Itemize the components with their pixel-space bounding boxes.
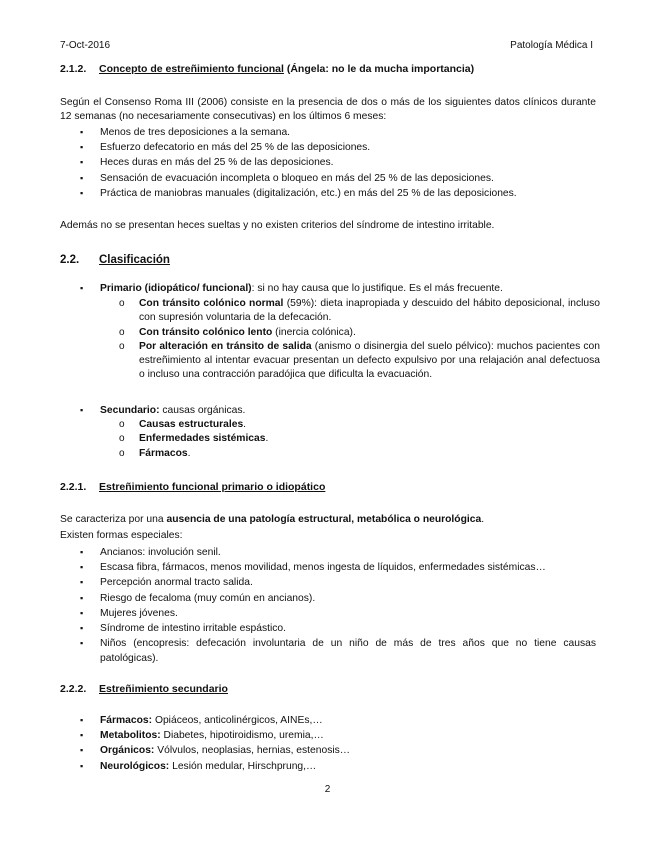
circle-bullet-icon: o: [119, 298, 125, 310]
list-item: ▪ Metabolitos: Diabetes, hipotiroidismo, uremia,…: [80, 728, 600, 743]
list-item: ▪ Sensación de evacuación incompleta o bloqueo en más del 25 % de las deposiciones.: [80, 171, 600, 186]
section-2-1-2-list: [80, 125, 600, 201]
circle-bullet-icon: o: [119, 326, 125, 338]
sub-list-item: o Por alteración en tránsito de salida (anismo o disinergia del suelo pélvico): muchos pacientes con estreñimiento al intentar evacuar presentan un defecto expulsivo por una relajación anal defectuosa o incluso una contracción paradójica que dificulta la evacuación.: [119, 340, 600, 381]
square-bullet-icon: ▪: [80, 760, 84, 771]
classification-secondary: [80, 403, 600, 461]
classification-primary: [80, 281, 600, 382]
section-2-2-2-heading: [60, 683, 228, 695]
section-2-2-heading: [60, 254, 170, 266]
square-bullet-icon: ▪: [80, 607, 84, 618]
section-2-1-2-intro: Según el Consenso Roma III (2006) consiste en la presencia de dos o más de los siguientes datos clínicos durante 12 semanas (no necesariamente consecutivas) en los últimos 6 meses:: [60, 97, 596, 122]
list-item: ▪ Menos de tres deposiciones a la semana.: [80, 125, 600, 140]
section-2-1-2-closing: Además no se presentan heces sueltas y no existen criterios del síndrome de intestino irritable.: [60, 220, 495, 231]
circle-bullet-icon: o: [119, 447, 125, 459]
list-item: ▪ Heces duras en más del 25 % de las deposiciones.: [80, 155, 600, 170]
square-bullet-icon: ▪: [80, 730, 84, 741]
circle-bullet-icon: o: [119, 340, 125, 352]
square-bullet-icon: ▪: [80, 405, 84, 415]
circle-bullet-icon: o: [119, 419, 125, 431]
section-2-2-1-intro: Se caracteriza por una ausencia de una patología estructural, metabólica o neurológica.: [60, 514, 485, 525]
list-item: ▪ Fármacos: Opiáceos, anticolinérgicos, AINEs,…: [80, 713, 600, 728]
list-item: ▪ Esfuerzo defecatorio en más del 25 % de las deposiciones.: [80, 140, 600, 155]
list-item: ▪ Escasa fibra, fármacos, menos movilidad, menos ingesta de líquidos, enfermedades sistémicas…: [80, 560, 596, 575]
square-bullet-icon: ▪: [80, 187, 84, 198]
square-bullet-icon: ▪: [80, 745, 84, 756]
header-date: 7-Oct-2016: [60, 40, 111, 51]
section-note: (Ángela: no le da mucha importancia): [283, 63, 475, 75]
circle-bullet-icon: o: [119, 433, 125, 445]
square-bullet-icon: ▪: [80, 172, 84, 183]
section-title: Clasificación: [99, 254, 170, 266]
section-title: Estreñimiento secundario: [99, 683, 228, 695]
section-2-1-2-heading: [60, 63, 474, 75]
square-bullet-icon: ▪: [80, 592, 84, 603]
sub-list-item: o Enfermedades sistémicas.: [119, 432, 600, 446]
section-number: 2.2.2.: [60, 683, 87, 695]
section-title: Estreñimiento funcional primario o idiopático: [99, 481, 326, 493]
list-item: ▪ Secundario: causas orgánicas. o Causas estructurales. o Enfermedades sistémicas. o Fármacos.: [80, 403, 600, 461]
square-bullet-icon: ▪: [80, 127, 84, 137]
section-2-2-1-heading: [60, 481, 325, 493]
square-bullet-icon: ▪: [80, 638, 84, 649]
square-bullet-icon: ▪: [80, 547, 84, 557]
section-number: 2.1.2.: [60, 63, 87, 75]
list-item: ▪ Mujeres jóvenes.: [80, 606, 596, 621]
sub-list-item: o Fármacos.: [119, 447, 600, 461]
square-bullet-icon: ▪: [80, 577, 84, 588]
sub-list-item: o Con tránsito colónico lento (inercia colónica).: [119, 326, 600, 340]
list-item: ▪ Riesgo de fecaloma (muy común en ancianos).: [80, 591, 596, 606]
square-bullet-icon: ▪: [80, 562, 84, 573]
list-item: ▪ Orgánicos: Vólvulos, neoplasias, hernias, estenosis…: [80, 743, 600, 758]
list-item: ▪ Primario (idiopático/ funcional): si no hay causa que lo justifique. Es el más frecuente. o Con tránsito colónico normal (59%): dieta inapropiada y descuido del hábito deposicional, incluso con supresión voluntaria de la defecación. o Con tránsito colónico lento (inercia colónica). o Por alteración en tránsito de salida (anismo o disinergia del suelo pélvico): muchos pacientes con estreñimiento al intentar evacuar presentan un defecto expulsivo por una relajación anal defectuosa o incluso una contracción paradójica que dificulta la evacuación.: [80, 281, 600, 382]
list-item: ▪ Percepción anormal tracto salida.: [80, 575, 596, 590]
section-2-2-1-forms: Existen formas especiales:: [60, 530, 183, 541]
list-item: ▪ Ancianos: involución senil.: [80, 545, 596, 560]
square-bullet-icon: ▪: [80, 715, 84, 725]
section-2-2-2-list: [80, 713, 600, 774]
sub-list-item: o Con tránsito colónico normal (59%): dieta inapropiada y descuido del hábito deposicional, incluso con supresión voluntaria de la defecación.: [119, 298, 600, 324]
section-2-2-1-list: [80, 545, 596, 667]
page-number: 2: [324, 784, 331, 795]
sub-list-item: o Causas estructurales.: [119, 418, 600, 432]
section-number: 2.2.1.: [60, 481, 87, 493]
section-title: Concepto de estreñimiento funcional: [99, 63, 284, 75]
section-number: 2.2.: [60, 254, 80, 266]
list-item: ▪ Niños (encopresis: defecación involuntaria de un niño de más de tres años que no tiene causas patológicas).: [80, 638, 596, 665]
square-bullet-icon: ▪: [80, 283, 84, 293]
list-item: ▪ Neurológicos: Lesión medular, Hirschprung,…: [80, 759, 600, 774]
list-item: ▪ Práctica de maniobras manuales (digitalización, etc.) en más del 25 % de las deposiciones.: [80, 186, 600, 201]
square-bullet-icon: ▪: [80, 623, 84, 634]
square-bullet-icon: ▪: [80, 142, 84, 153]
header-subject: Patología Médica I: [510, 40, 593, 51]
list-item: ▪ Síndrome de intestino irritable espástico.: [80, 621, 596, 636]
square-bullet-icon: ▪: [80, 157, 84, 168]
